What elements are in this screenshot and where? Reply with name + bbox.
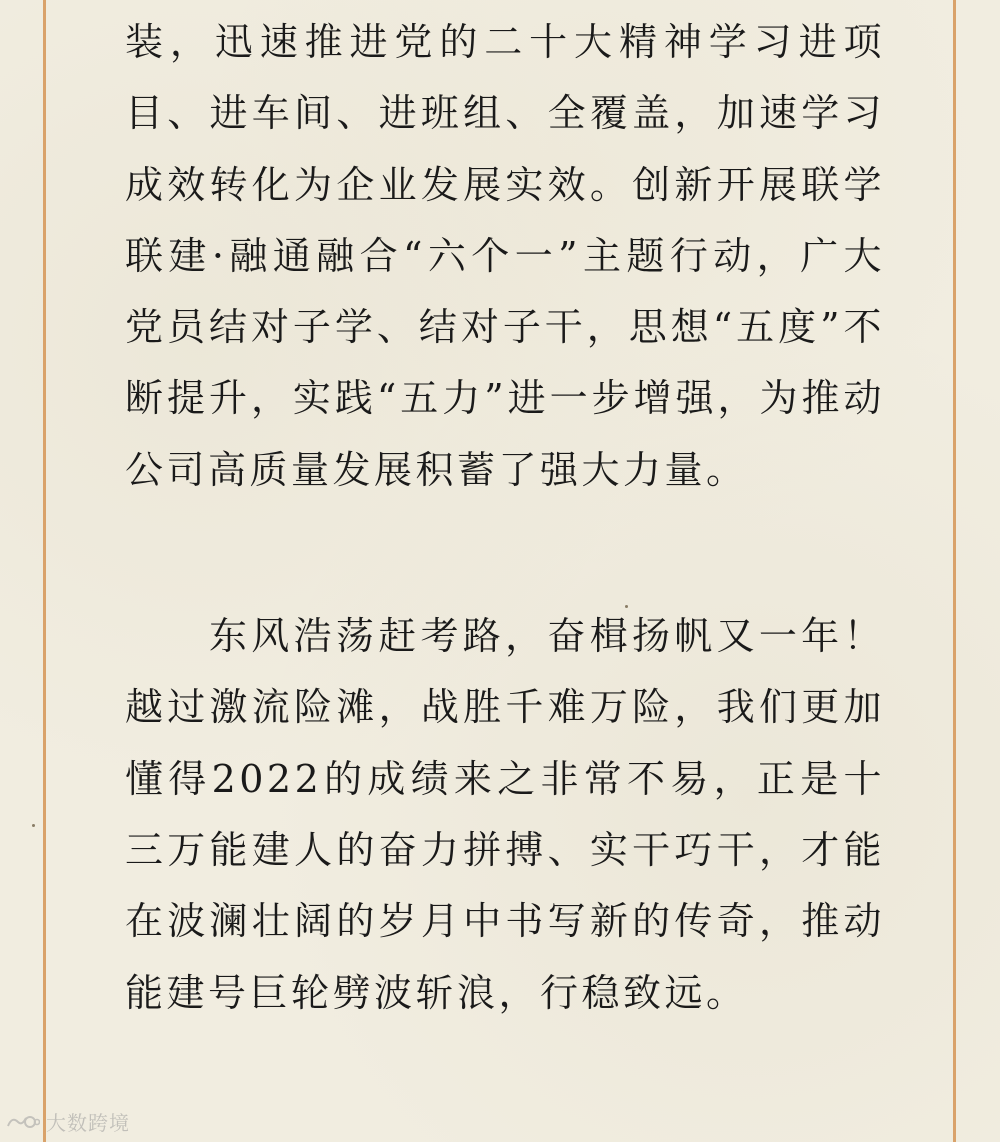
watermark [6,1107,130,1136]
watermark-text: 大数跨境 [46,1111,130,1135]
paragraph: 装，迅速推进党的二十大精神学习进项目、进车间、进班组、全覆盖，加速学习成效转化为企业发展实效。创新开展联学联建·融通融合“六个一”主题行动，广大党员结对子学、结对子干，思想“五度”不断提升，实践“五力”进一步增强，为推动公司高质量发展积蓄了强大力量。 [125,20,885,492]
left-border-line [43,0,46,1142]
article-body [125,0,885,1029]
dashuo-logo-icon [6,1112,40,1132]
right-border-line [953,0,956,1142]
paragraph: 东风浩荡赶考路，奋楫扬帆又一年！越过激流险滩，战胜千难万险，我们更加懂得2022的成绩来之非常不易，正是十三万能建人的奋力拼搏、实干巧干，才能在波澜壮阔的岁月中书写新的传奇，推动能建号巨轮劈波斩浪，行稳致远。 [125,614,885,1015]
paper-speck [32,824,35,827]
